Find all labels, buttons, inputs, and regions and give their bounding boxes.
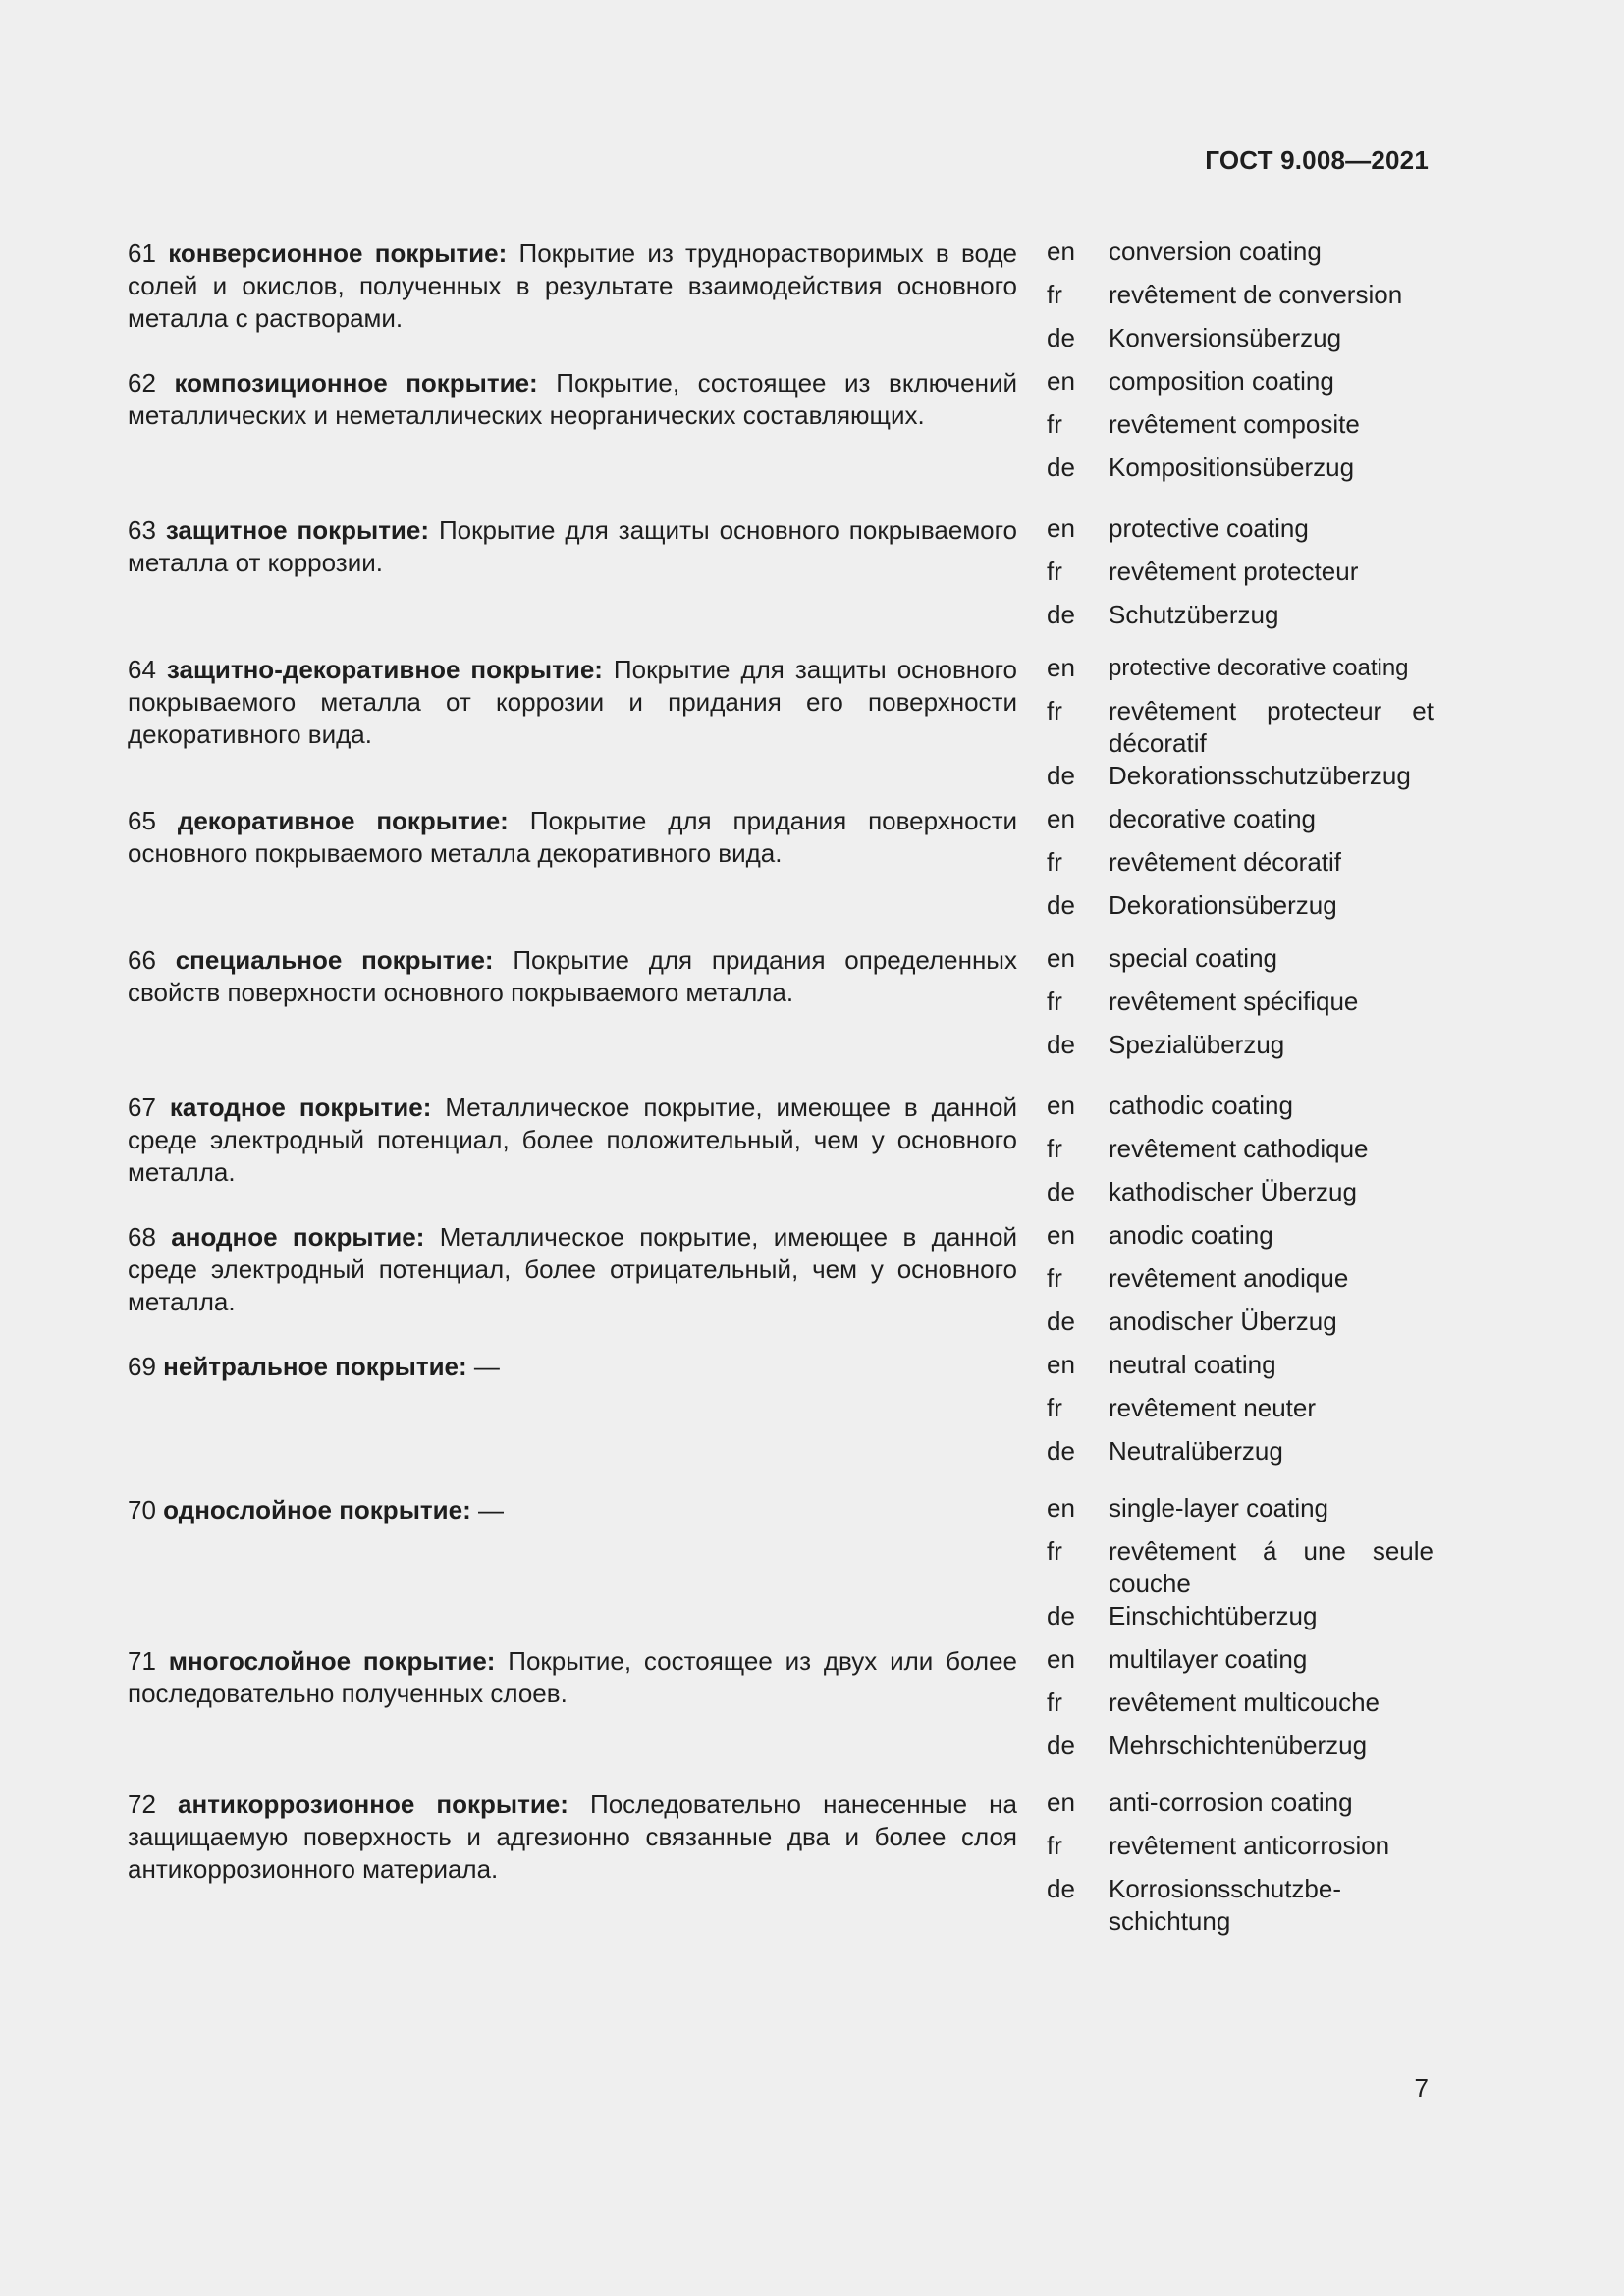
term-number: 71: [128, 1646, 156, 1676]
term-number: 70: [128, 1495, 156, 1524]
term-name: конверсионное покрытие:: [168, 239, 508, 268]
term-definition: [128, 1643, 1017, 1710]
language-code: fr: [1047, 1393, 1062, 1422]
translation-list: [1047, 803, 1434, 933]
term-number: 68: [128, 1222, 156, 1252]
term-entry: [128, 1349, 1434, 1478]
language-code: fr: [1047, 987, 1062, 1016]
term-definition: [128, 652, 1017, 751]
language-code: fr: [1047, 557, 1062, 586]
translated-term: revêtement multicouche: [1109, 1687, 1380, 1717]
translation-row: [1047, 1535, 1434, 1600]
term-name: декоративное покрытие:: [177, 806, 509, 835]
term-definition: [128, 1349, 1017, 1383]
term-entry: [128, 236, 1434, 365]
language-code: en: [1047, 943, 1075, 973]
term-name: анодное покрытие:: [171, 1222, 425, 1252]
translation-row: [1047, 599, 1434, 642]
translated-term: cathodic coating: [1109, 1091, 1293, 1120]
translation-row: [1047, 408, 1434, 452]
translated-term: revêtement de conversion: [1109, 280, 1403, 309]
translated-term: protective decorative coating: [1109, 655, 1409, 681]
translated-term: neutral coating: [1109, 1350, 1276, 1379]
term-definition: [128, 1492, 1017, 1526]
term-definition: [128, 1219, 1017, 1318]
term-number: 67: [128, 1093, 156, 1122]
translation-row: [1047, 889, 1434, 933]
language-code: de: [1047, 890, 1075, 920]
term-entry: [128, 1090, 1434, 1219]
translation-row: [1047, 1492, 1434, 1535]
translated-term: revêtement anticorrosion: [1109, 1831, 1390, 1860]
translation-list: [1047, 942, 1434, 1072]
translated-term: anodischer Überzug: [1109, 1307, 1337, 1336]
page-number: 7: [1414, 2073, 1429, 2103]
language-code: de: [1047, 1874, 1075, 1903]
translation-row: [1047, 1873, 1434, 1938]
translated-term: revêtement á une seule couche: [1109, 1536, 1434, 1598]
translation-list: [1047, 1787, 1434, 1938]
translated-term: Dekorationsschutzüberzug: [1109, 761, 1411, 790]
term-entry: [128, 512, 1434, 642]
translation-row: [1047, 1730, 1434, 1773]
term-definition-text: Последовательно нанесенные на защищаемую поверхность и адгезионно связанные два и более слоя антикоррозионного материала.: [128, 1789, 1017, 1884]
term-entry: [128, 942, 1434, 1072]
translation-list: [1047, 652, 1434, 803]
term-definition-text: —: [466, 1352, 500, 1381]
translation-list: [1047, 512, 1434, 642]
translated-term: Neutralüberzug: [1109, 1436, 1283, 1466]
translated-term: Konversionsüberzug: [1109, 323, 1342, 352]
term-definition: [128, 512, 1017, 579]
term-definition: [128, 236, 1017, 335]
translated-term: revêtement neuter: [1109, 1393, 1317, 1422]
term-definition-text: Металлическое покрытие, имеющее в данной среде электродный потенциал, более положительный, чем у основного металла.: [128, 1093, 1017, 1187]
translation-row: [1047, 803, 1434, 846]
language-code: fr: [1047, 1134, 1062, 1163]
translated-term: protective coating: [1109, 513, 1309, 543]
translated-term: decorative coating: [1109, 804, 1317, 833]
language-code: fr: [1047, 1687, 1062, 1717]
term-entry: [128, 365, 1434, 495]
term-definition: [128, 1787, 1017, 1886]
term-entry: [128, 1787, 1434, 1938]
language-code: en: [1047, 653, 1075, 682]
term-definition-text: Покрытие для защиты основного покрываемого металла от коррозии.: [128, 515, 1017, 577]
translation-list: [1047, 1219, 1434, 1349]
language-code: en: [1047, 1091, 1075, 1120]
translated-term: Mehrschichtenüberzug: [1109, 1731, 1368, 1760]
translated-term: single-layer coating: [1109, 1493, 1329, 1522]
term-name: нейтральное покрытие:: [163, 1352, 467, 1381]
translated-term: special coating: [1109, 943, 1277, 973]
language-code: fr: [1047, 409, 1062, 439]
term-number: 62: [128, 368, 156, 398]
translation-row: [1047, 1090, 1434, 1133]
translation-row: [1047, 652, 1434, 695]
term-number: 72: [128, 1789, 156, 1819]
term-number: 61: [128, 239, 156, 268]
term-definition: [128, 1090, 1017, 1189]
language-code: de: [1047, 453, 1075, 482]
translated-term: revêtement décoratif: [1109, 847, 1342, 877]
translated-term: revêtement protecteur et décoratif: [1109, 696, 1434, 758]
term-definition-text: Покрытие для защиты основного покрываемого металла от коррозии и придания его поверхности декоративного вида.: [128, 655, 1017, 749]
language-code: fr: [1047, 1263, 1062, 1293]
term-definition: [128, 365, 1017, 432]
translation-list: [1047, 365, 1434, 495]
term-name: многослойное покрытие:: [168, 1646, 496, 1676]
language-code: en: [1047, 366, 1075, 396]
translation-row: [1047, 986, 1434, 1029]
language-code: fr: [1047, 847, 1062, 877]
translation-row: [1047, 556, 1434, 599]
translated-term: anti-corrosion coating: [1109, 1788, 1353, 1817]
translation-row: [1047, 236, 1434, 279]
translated-term: Einschichtüberzug: [1109, 1601, 1318, 1630]
term-name: антикоррозионное покрытие:: [178, 1789, 568, 1819]
language-code: de: [1047, 761, 1075, 790]
term-definition-text: Покрытие для придания поверхности основного покрываемого металла декоративного вида.: [128, 806, 1018, 868]
term-definition: [128, 942, 1017, 1009]
term-entry: [128, 803, 1434, 933]
term-definition-text: Металлическое покрытие, имеющее в данной среде электродный потенциал, более отрицательный, чем у основного металла.: [128, 1222, 1017, 1316]
language-code: en: [1047, 1788, 1075, 1817]
translation-row: [1047, 1830, 1434, 1873]
language-code: de: [1047, 1731, 1075, 1760]
translated-term: Dekorationsüberzug: [1109, 890, 1337, 920]
language-code: de: [1047, 600, 1075, 629]
translation-row: [1047, 942, 1434, 986]
translated-term: Schutzüberzug: [1109, 600, 1279, 629]
translation-row: [1047, 1600, 1434, 1643]
term-definition-text: Покрытие для придания определенных свойств поверхности основного покрываемого металла.: [128, 945, 1017, 1007]
language-code: fr: [1047, 280, 1062, 309]
language-code: fr: [1047, 1536, 1062, 1566]
translated-term: Spezialüberzug: [1109, 1030, 1285, 1059]
translation-row: [1047, 322, 1434, 365]
translation-row: [1047, 1133, 1434, 1176]
term-number: 64: [128, 655, 156, 684]
translation-row: [1047, 1392, 1434, 1435]
translation-row: [1047, 1262, 1434, 1306]
term-name: специальное покрытие:: [175, 945, 494, 975]
translation-row: [1047, 279, 1434, 322]
language-code: fr: [1047, 696, 1062, 725]
translation-row: [1047, 1306, 1434, 1349]
term-number: 63: [128, 515, 156, 545]
translation-row: [1047, 1435, 1434, 1478]
language-code: en: [1047, 1220, 1075, 1250]
translated-term: revêtement composite: [1109, 409, 1360, 439]
translated-term: Korrosionsschutzbe-schichtung: [1109, 1874, 1341, 1936]
translated-term: revêtement anodique: [1109, 1263, 1349, 1293]
translation-row: [1047, 760, 1434, 803]
translation-row: [1047, 1686, 1434, 1730]
document-header: ГОСТ 9.008—2021: [1205, 145, 1429, 175]
language-code: fr: [1047, 1831, 1062, 1860]
translation-list: [1047, 1090, 1434, 1219]
term-definition-text: Покрытие из труднорастворимых в воде солей и окислов, полученных в результате взаимодействия основного металла с растворами.: [128, 239, 1017, 333]
language-code: en: [1047, 237, 1075, 266]
translation-row: [1047, 452, 1434, 495]
translation-row: [1047, 1787, 1434, 1830]
translated-term: conversion coating: [1109, 237, 1322, 266]
translation-row: [1047, 1176, 1434, 1219]
translated-term: anodic coating: [1109, 1220, 1273, 1250]
translated-term: kathodischer Überzug: [1109, 1177, 1357, 1206]
language-code: de: [1047, 1307, 1075, 1336]
translated-term: revêtement spécifique: [1109, 987, 1359, 1016]
language-code: en: [1047, 1644, 1075, 1674]
language-code: en: [1047, 1350, 1075, 1379]
translation-list: [1047, 236, 1434, 365]
language-code: en: [1047, 513, 1075, 543]
translation-list: [1047, 1349, 1434, 1478]
term-name: композиционное покрытие:: [174, 368, 538, 398]
language-code: en: [1047, 1493, 1075, 1522]
language-code: de: [1047, 1177, 1075, 1206]
term-number: 69: [128, 1352, 156, 1381]
translated-term: Kompositionsüberzug: [1109, 453, 1355, 482]
term-name: защитно-декоративное покрытие:: [166, 655, 603, 684]
term-definition-text: —: [470, 1495, 504, 1524]
term-definition-text: Покрытие, состоящее из включений металлических и неметаллических неорганических составляющих.: [128, 368, 1017, 430]
translation-row: [1047, 846, 1434, 889]
translated-term: composition coating: [1109, 366, 1334, 396]
translation-row: [1047, 1643, 1434, 1686]
term-number: 66: [128, 945, 156, 975]
language-code: en: [1047, 804, 1075, 833]
term-entry: [128, 1492, 1434, 1643]
language-code: de: [1047, 1030, 1075, 1059]
translation-row: [1047, 1349, 1434, 1392]
translation-list: [1047, 1492, 1434, 1643]
term-entry: [128, 1643, 1434, 1773]
translation-row: [1047, 1029, 1434, 1072]
translated-term: revêtement protecteur: [1109, 557, 1359, 586]
term-entry: [128, 652, 1434, 803]
language-code: de: [1047, 1436, 1075, 1466]
term-definition-text: Покрытие, состоящее из двух или более последовательно полученных слоев.: [128, 1646, 1017, 1708]
translation-row: [1047, 365, 1434, 408]
translated-term: multilayer coating: [1109, 1644, 1308, 1674]
term-number: 65: [128, 806, 156, 835]
translation-row: [1047, 512, 1434, 556]
language-code: de: [1047, 323, 1075, 352]
translation-row: [1047, 1219, 1434, 1262]
term-list: [128, 236, 1434, 1938]
term-name: защитное покрытие:: [165, 515, 430, 545]
term-entry: [128, 1219, 1434, 1349]
language-code: de: [1047, 1601, 1075, 1630]
term-name: катодное покрытие:: [169, 1093, 432, 1122]
translated-term: revêtement cathodique: [1109, 1134, 1369, 1163]
translation-list: [1047, 1643, 1434, 1773]
term-name: однослойное покрытие:: [163, 1495, 471, 1524]
translation-row: [1047, 695, 1434, 760]
term-definition: [128, 803, 1017, 870]
